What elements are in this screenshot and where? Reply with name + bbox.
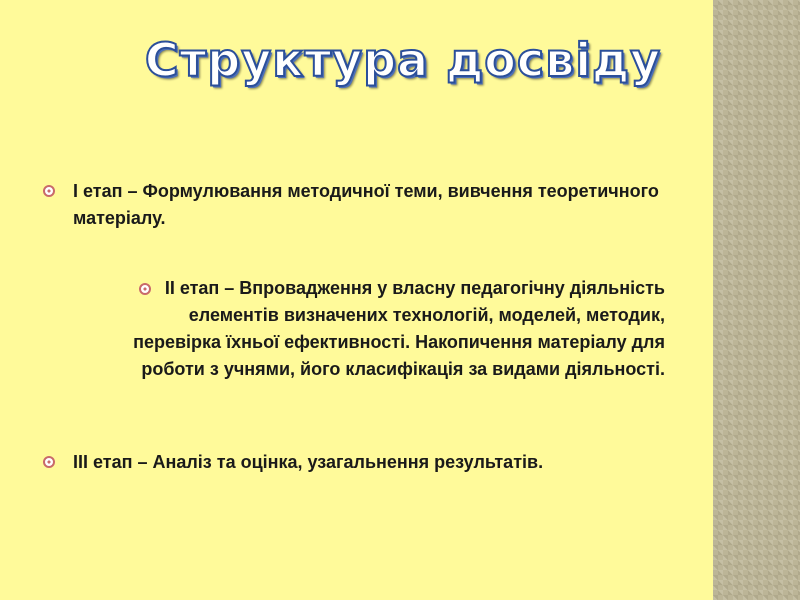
list-item	[73, 178, 673, 232]
circle-bullet-icon	[43, 456, 55, 468]
circle-bullet-icon	[139, 283, 151, 295]
slide-title: Структура досвіду	[144, 33, 662, 87]
list-item	[100, 275, 665, 383]
circle-bullet-icon	[43, 185, 55, 197]
stage-1-text: І етап – Формулювання методичної теми, вивчення теоретичного матеріалу.	[73, 181, 659, 228]
decorative-side-stripe	[713, 0, 800, 600]
stage-2-text: ІІ етап – Впровадження у власну педагогічну діяльність елементів визначених технологій, моделей, методик, перевірка їхньої ефективності. Накопичення матеріалу для роботи з учнями, його класифікація за видами діяльності.	[133, 278, 665, 379]
list-item	[73, 449, 673, 476]
stage-3-text: ІІІ етап – Аналіз та оцінка, узагальнення результатів.	[73, 452, 544, 472]
